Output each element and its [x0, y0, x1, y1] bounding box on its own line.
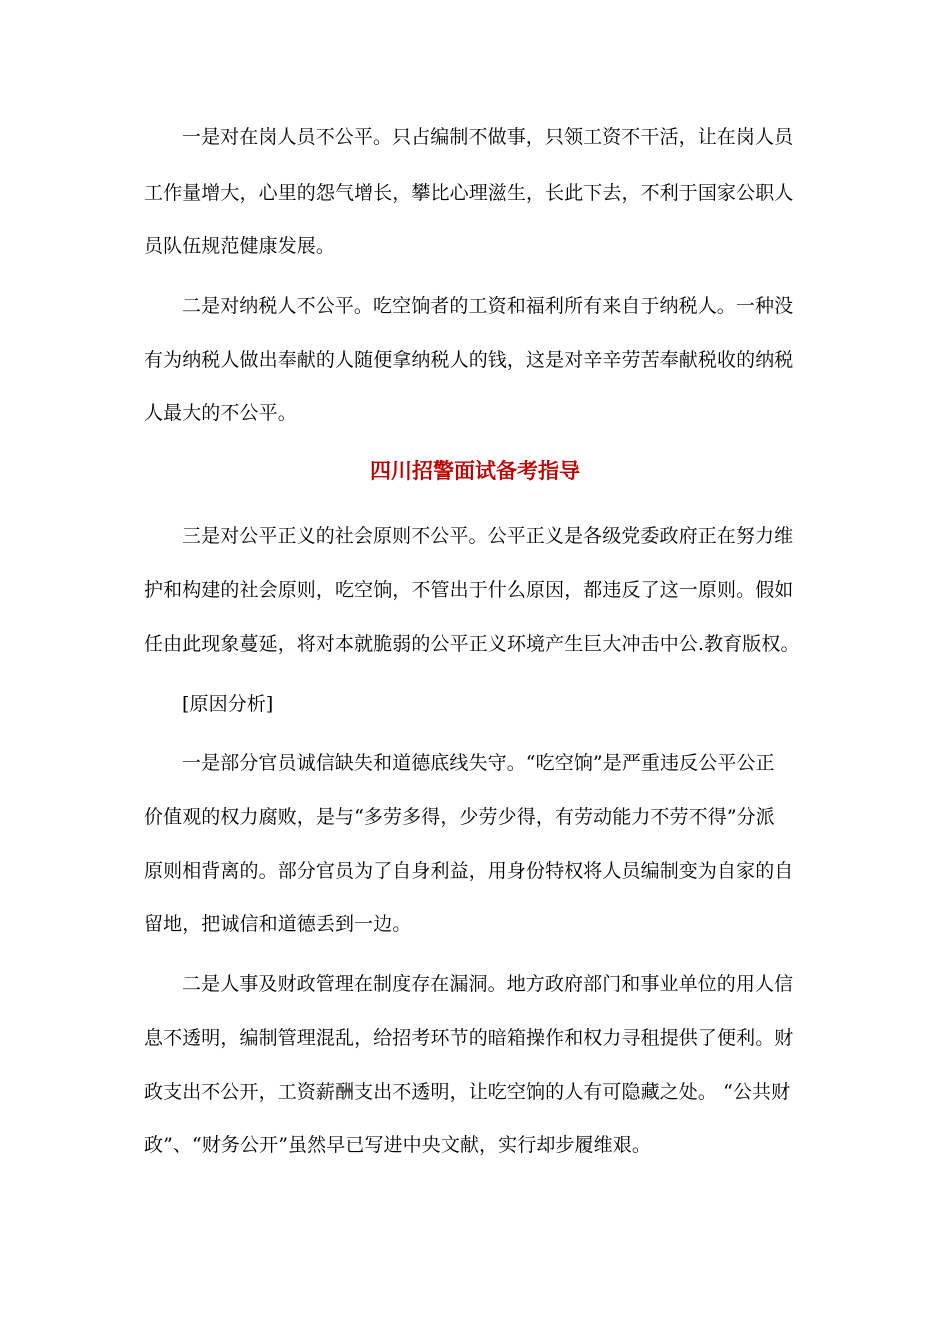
paragraph-3-line-3: 任由此现象蔓延，将对本就脆弱的公平正义环境产生巨大冲击中公.教育版权。	[144, 633, 800, 655]
paragraph-6-line-1: 二是人事及财政管理在制度存在漏洞。地方政府部门和事业单位的用人信	[182, 973, 794, 995]
paragraph-4-line-1: [原因分析]	[182, 693, 274, 715]
paragraph-6-line-2: 息不透明，编制管理混乱，给招考环节的暗箱操作和权力寻租提供了便利。财	[144, 1027, 794, 1049]
paragraph-6-line-4: 政”、“财务公开”虽然早已写进中央文献，实行却步履维艰。	[144, 1134, 651, 1156]
paragraph-1-line-2: 工作量增大，心里的怨气增长，攀比心理滋生，长此下去，不利于国家公职人	[144, 182, 794, 204]
paragraph-5-line-3: 原则相背离的。部分官员为了自身利益，用身份特权将人员编制变为自家的自	[144, 860, 794, 882]
paragraph-2-line-2: 有为纳税人做出奉献的人随便拿纳税人的钱，这是对辛辛劳苦奉献税收的纳税	[144, 349, 794, 371]
paragraph-1-line-1: 一是对在岗人员不公平。只占编制不做事，只领工资不干活，让在岗人员	[182, 126, 794, 148]
paragraph-1-line-3: 员队伍规范健康发展。	[144, 235, 336, 257]
paragraph-2-line-3: 人最大的不公平。	[144, 402, 297, 424]
paragraph-5-line-4: 留地，把诚信和道德丢到一边。	[144, 913, 412, 935]
paragraph-3-line-1: 三是对公平正义的社会原则不公平。公平正义是各级党委政府正在努力维	[182, 525, 794, 547]
paragraph-6-line-3: 政支出不公开，工资薪酬支出不透明，让吃空饷的人有可隐藏之处。 “公共财	[144, 1081, 791, 1103]
paragraph-2-line-1: 二是对纳税人不公平。吃空饷者的工资和福利所有来自于纳税人。一种没	[182, 295, 794, 317]
paragraph-5-line-1: 一是部分官员诚信缺失和道德底线失守。“吃空饷”是严重违反公平公正	[182, 752, 775, 774]
paragraph-5-line-2: 价值观的权力腐败，是与“多劳多得，少劳少得，有劳动能力不劳不得”分派	[144, 806, 775, 828]
section-heading: 四川招警面试备考指导	[370, 459, 580, 483]
paragraph-3-line-2: 护和构建的社会原则，吃空饷，不管出于什么原因，都违反了这一原则。假如	[144, 579, 794, 601]
